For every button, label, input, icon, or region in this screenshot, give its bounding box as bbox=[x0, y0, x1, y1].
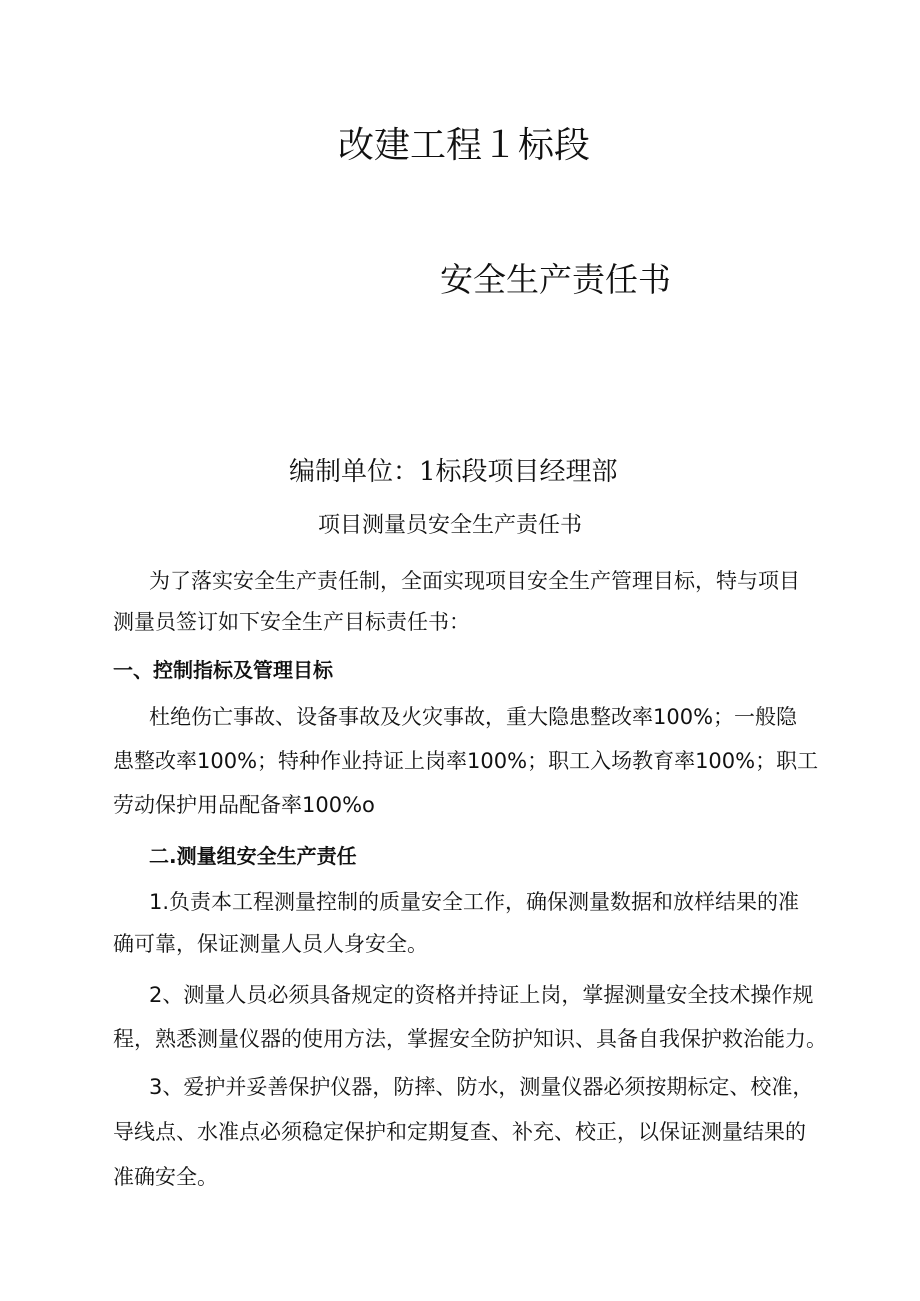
cover-title: 改建工程１标段 bbox=[338, 125, 591, 166]
item-1-line-1: 1.负责本工程测量控制的质量安全工作，确保测量数据和放样结果的准 bbox=[149, 890, 800, 914]
intro-line-2: 测量员签订如下安全生产目标责任书： bbox=[113, 610, 470, 634]
item-3-line-2: 导线点、水准点必须稳定保护和定期复查、补充、校正，以保证测量结果的 bbox=[113, 1120, 806, 1144]
item-2-line-1: 2、测量人员必须具备规定的资格并持证上岗，掌握测量安全技术操作规 bbox=[149, 983, 814, 1007]
compiling-unit: 编制单位：1标段项目经理部 bbox=[289, 457, 618, 487]
section-1-heading: 一、控制指标及管理目标 bbox=[113, 658, 333, 682]
cover-subtitle: 安全生产责任书 bbox=[440, 260, 671, 299]
section-1-line-1: 杜绝伤亡事故、设备事故及火灾事故，重大隐患整改率100%；一般隐 bbox=[149, 705, 798, 729]
item-1-line-2: 确可靠，保证测量人员人身安全。 bbox=[113, 932, 428, 956]
section-2-heading: 二.测量组安全生产责任 bbox=[149, 844, 357, 868]
section-1-line-3: 劳动保护用品配备率100%o bbox=[113, 793, 375, 817]
item-3-line-1: 3、爱护并妥善保护仪器，防摔、防水，测量仪器必须按期标定、校准， bbox=[149, 1075, 814, 1099]
document-title: 项目测量员安全生产责任书 bbox=[318, 513, 583, 538]
item-3-line-3: 准确安全。 bbox=[113, 1165, 218, 1189]
intro-line-1: 为了落实安全生产责任制，全面实现项目安全生产管理目标，特与项目 bbox=[149, 569, 800, 593]
section-1-line-2: 患整改率100%；特种作业持证上岗率100%；职工入场教育率100%；职工 bbox=[113, 749, 819, 773]
item-2-line-2: 程，熟悉测量仪器的使用方法，掌握安全防护知识、具备自我保护救治能力。 bbox=[113, 1027, 827, 1051]
